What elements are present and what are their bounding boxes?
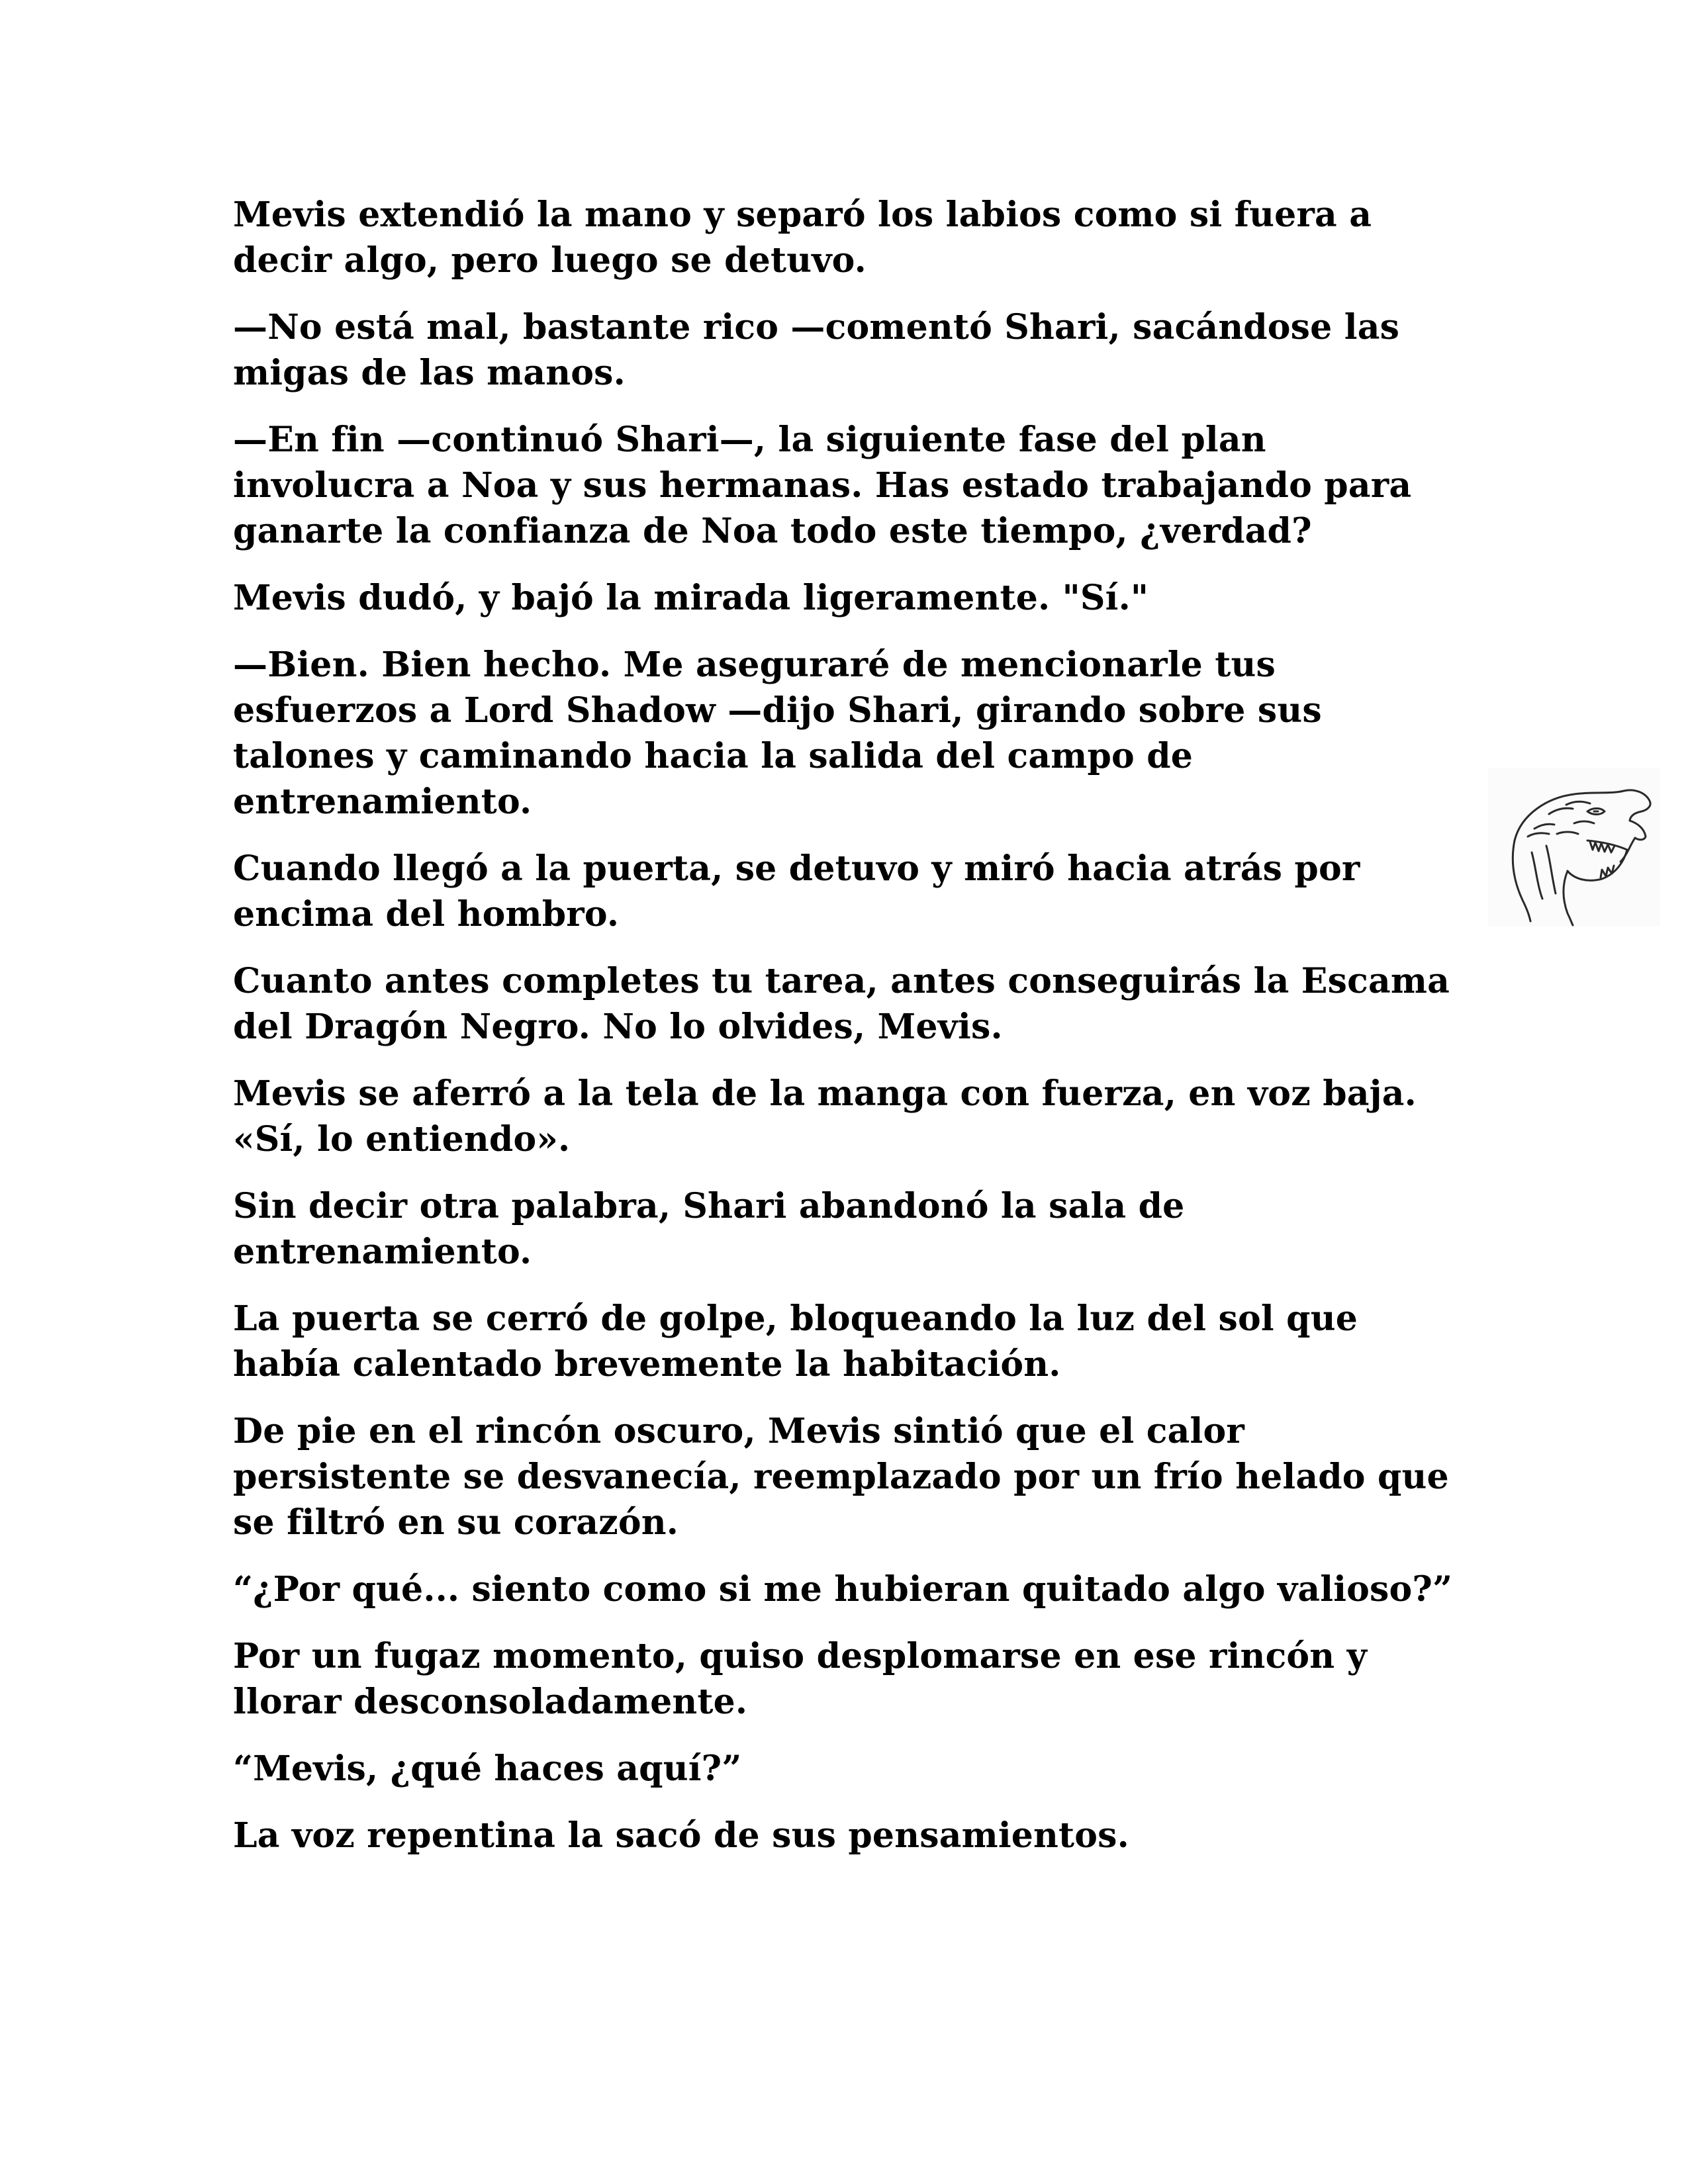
paragraph-4: Mevis dudó, y bajó la mirada ligeramente. "Sí." xyxy=(233,578,1149,618)
paragraph-1: Mevis extendió la mano y separó los labios como si fuera a decir algo, pero luego se detuvo. xyxy=(233,195,1372,281)
paragraph-14: “Mevis, ¿qué haces aquí?” xyxy=(233,1749,742,1789)
paragraph-2: —No está mal, bastante rico —comentó Shari, sacándose las migas de las manos. xyxy=(233,307,1400,393)
paragraph-8: Mevis se aferró a la tela de la manga con fuerza, en voz baja. «Sí, lo entiendo». xyxy=(233,1073,1417,1160)
paragraph-5: —Bien. Bien hecho. Me aseguraré de mencionarle tus esfuerzos a Lord Shadow —dijo Shari, girando sobre sus talones y caminando hacia la salida del campo de entrenamiento. xyxy=(233,645,1322,822)
body-text xyxy=(233,192,1458,1880)
paragraph-15: La voz repentina la sacó de sus pensamientos. xyxy=(233,1815,1129,1856)
paragraph-12: “¿Por qué... siento como si me hubieran quitado algo valioso?” xyxy=(233,1569,1453,1610)
paragraph-13: Por un fugaz momento, quiso desplomarse en ese rincón y llorar desconsoladamente. xyxy=(233,1636,1368,1722)
paragraph-10: La puerta se cerró de golpe, bloqueando la luz del sol que había calentado brevemente la habitación. xyxy=(233,1298,1358,1385)
dragon-head-sketch-icon xyxy=(1488,768,1660,927)
paragraph-9: Sin decir otra palabra, Shari abandonó la sala de entrenamiento. xyxy=(233,1186,1185,1272)
paragraph-6: Cuando llegó a la puerta, se detuvo y miró hacia atrás por encima del hombro. xyxy=(233,848,1360,934)
paragraph-7: Cuanto antes completes tu tarea, antes conseguirás la Escama del Dragón Negro. No lo olvides, Mevis. xyxy=(233,961,1450,1047)
paragraph-11: De pie en el rincón oscuro, Mevis sintió que el calor persistente se desvanecía, reemplazado por un frío helado que se filtró en su corazón. xyxy=(233,1411,1449,1543)
paragraph-3: —En fin —continuó Shari—, la siguiente fase del plan involucra a Noa y sus hermanas. Has estado trabajando para ganarte la confianza de Noa todo este tiempo, ¿verdad? xyxy=(233,420,1412,551)
